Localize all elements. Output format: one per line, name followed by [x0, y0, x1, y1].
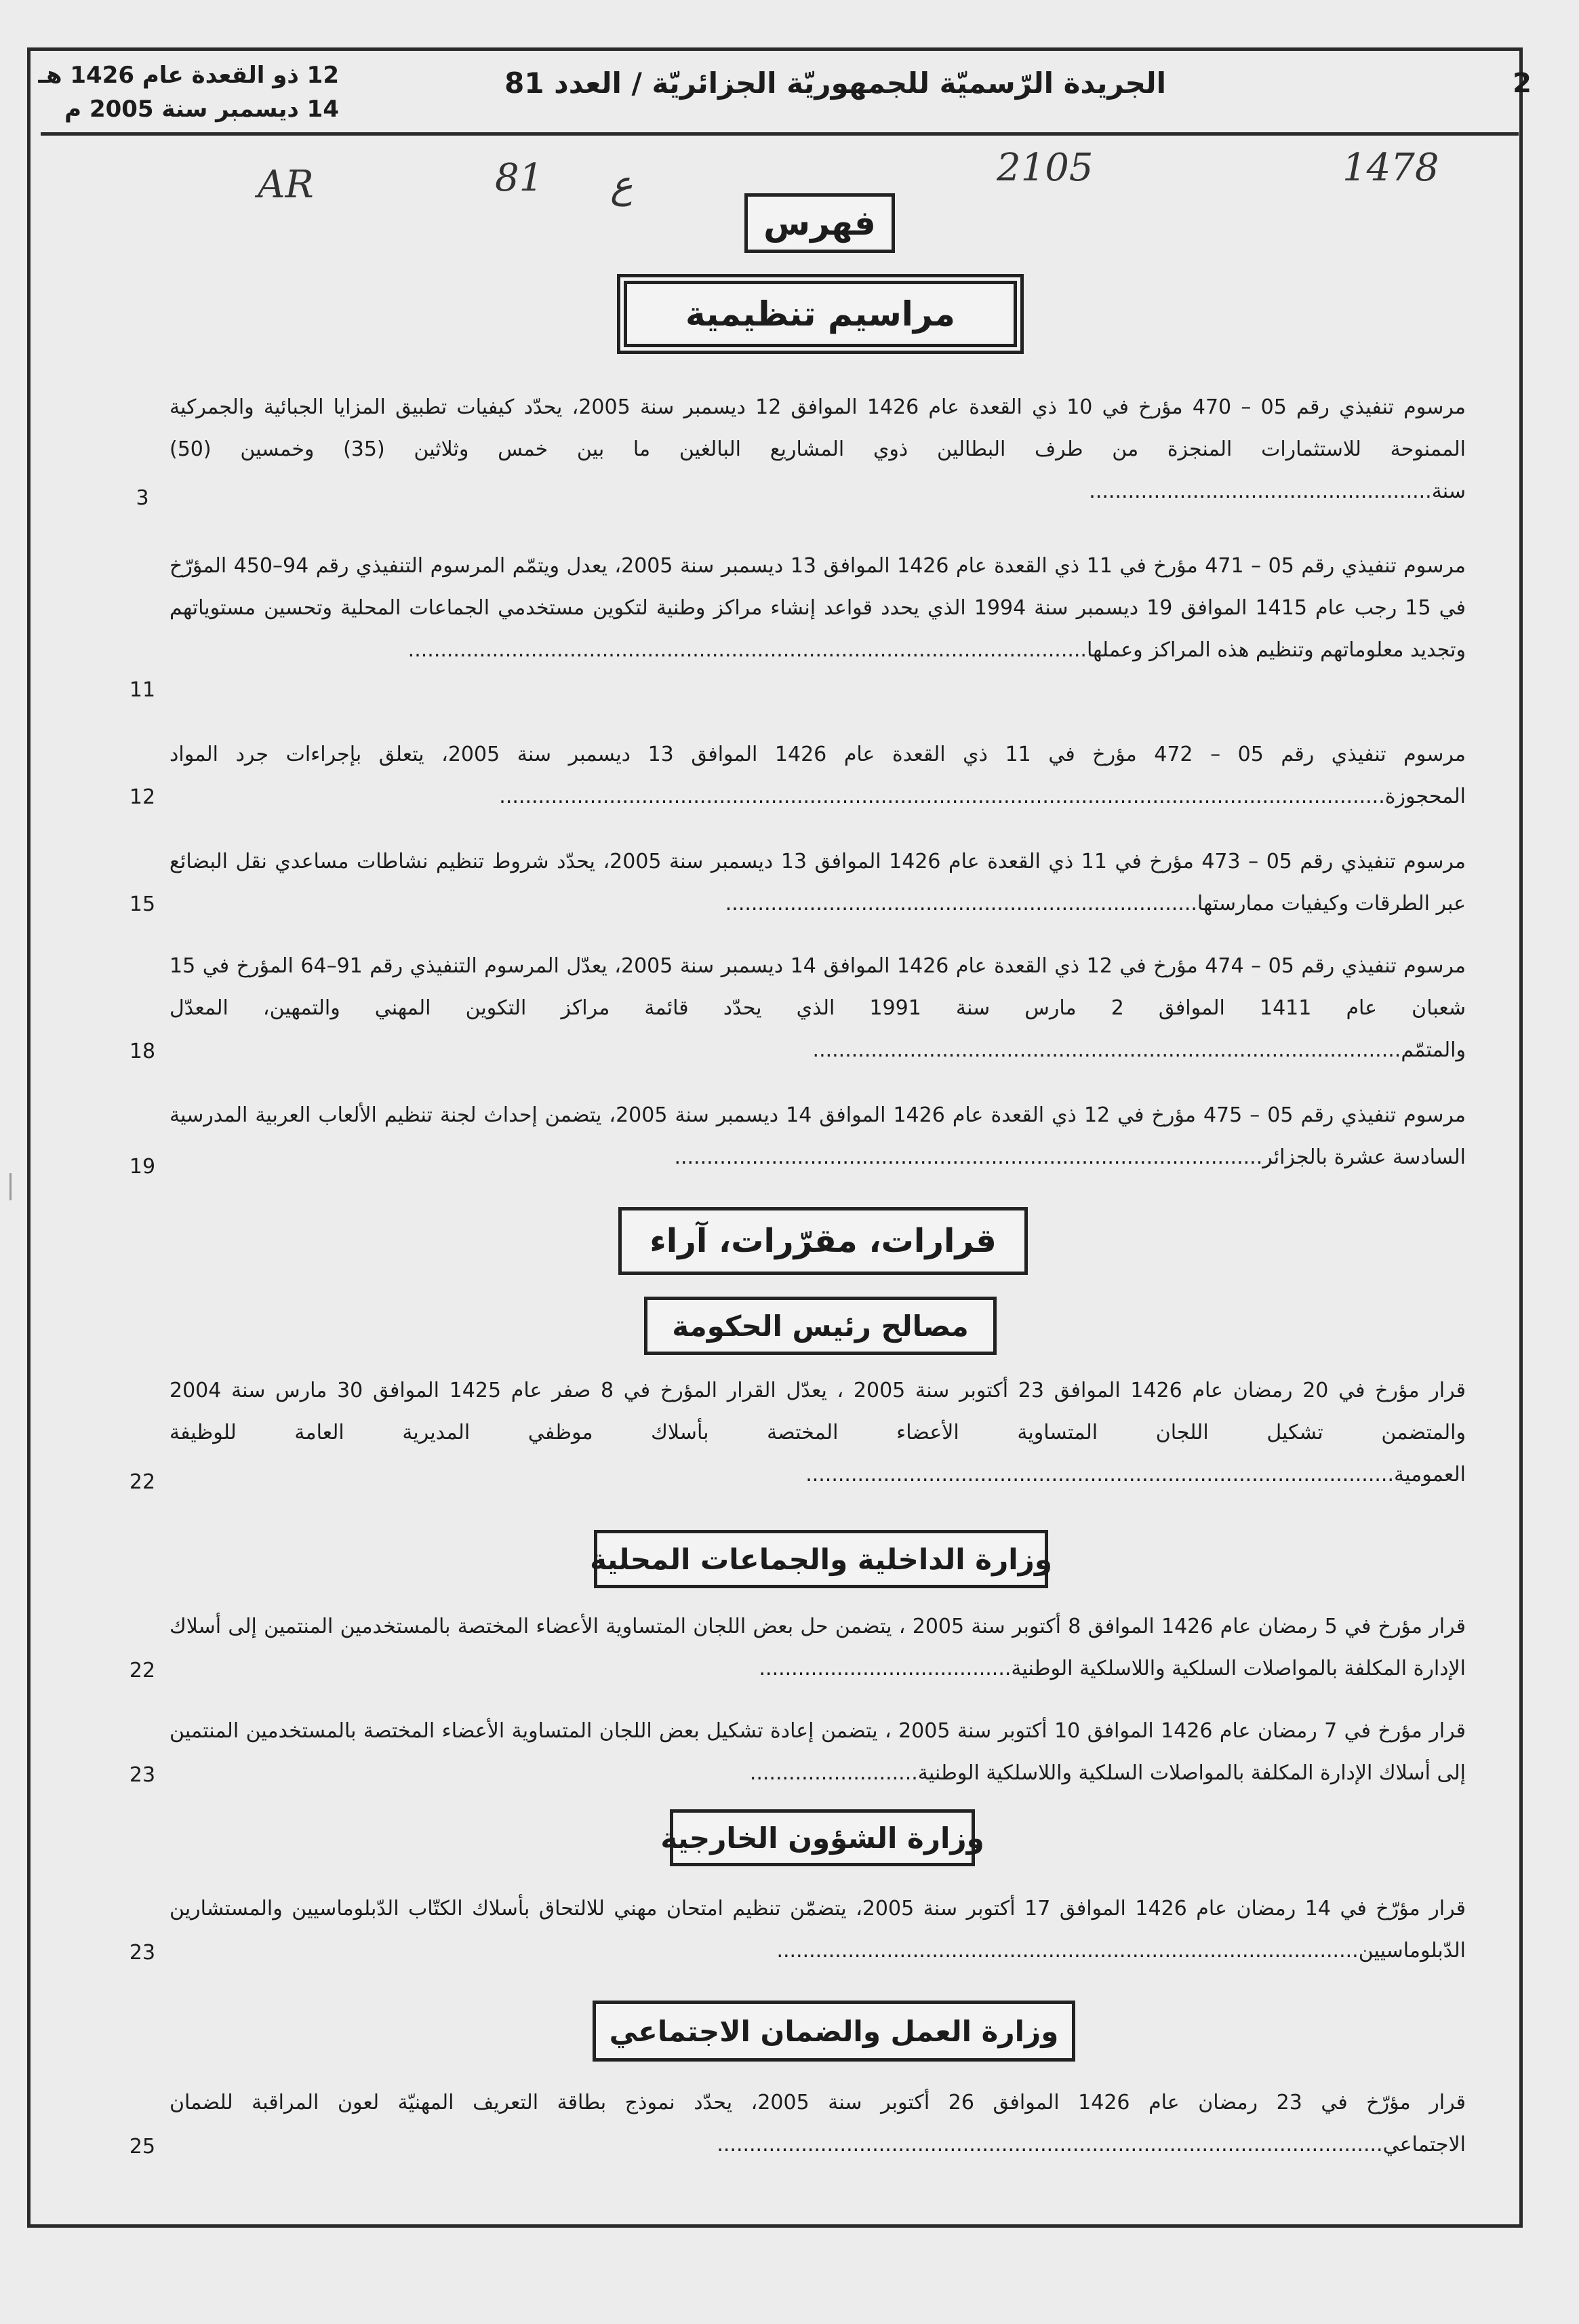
decree-page-470: 3: [136, 486, 149, 510]
handwritten-note-2105: 2105: [997, 146, 1094, 190]
decree-entry-474: مرسوم تنفيذي رقم 05 – 474 مؤرخ في 12 ذي القعدة عام 1426 الموافق 14 ديسمبر سنة 2005، يعدّل المرسوم التنفيذي رقم 91–64 المؤرخ في 15 شعبان عام 1411 الموافق 2 مارس سنة 1991 الذي يحدّد قائمة مراكز التكوين المهني والتمهين، المعدّل والمتمّم...........................................................................................: [169, 954, 1466, 1062]
date-gregorian: 14 ديسمبر سنة 2005 م: [64, 96, 339, 123]
decree-page-472: 12: [129, 785, 156, 809]
handwritten-note-ain: ع: [610, 163, 633, 207]
decisions-heading: قرارات، مقرّرات، آراء: [618, 1207, 1028, 1275]
handwritten-note-81: 81: [495, 156, 544, 200]
interior-decision-entry-2: قرار مؤرخ في 7 رمضان عام 1426 الموافق 10 أكتوبر سنة 2005 ، يتضمن إعادة تشكيل بعض اللجان المتساوية الأعضاء المختصة بالمستخدمين المنتمين إلى أسلاك الإدارة المكلفة بالمواصلات السلكية واللاسلكية الوطنية..........................: [169, 1719, 1466, 1785]
scan-edge-mark: [0, 1173, 12, 1200]
decree-page-473: 15: [129, 892, 156, 916]
foreign-decision-entry: قرار مؤرّخ في 14 رمضان عام 1426 الموافق 17 أكتوبر سنة 2005، يتضمّن تنظيم امتحان مهني للالتحاق بأسلاك الكتّاب الدّبلوماسيين والمستشارين الدّبلوماسيين..........................................................................................: [169, 1897, 1466, 1963]
labour-decision-page: 25: [129, 2135, 156, 2159]
interior-heading: وزارة الداخلية والجماعات المحلية: [594, 1530, 1048, 1588]
gazette-title: الجريدة الرّسميّة للجمهوريّة الجزائريّة / العدد 81: [504, 66, 1166, 100]
decree-entry-472: مرسوم تنفيذي رقم 05 – 472 مؤرخ في 11 ذي القعدة عام 1426 الموافق 13 ديسمبر سنة 2005، يتعلق بإجراءات جرد المواد المحجوزة.........................................................................................................................................: [169, 743, 1466, 808]
interior-decision-entry-1: قرار مؤرخ في 5 رمضان عام 1426 الموافق 8 أكتوبر سنة 2005 ، يتضمن حل بعض اللجان المتساوية الأعضاء المختصة بالمستخدمين المنتمين إلى أسلاك الإدارة المكلفة بالمواصلات السلكية واللاسلكية الوطنية.......................................: [169, 1615, 1466, 1680]
labour-heading: وزارة العمل والضمان الاجتماعي: [593, 2001, 1075, 2062]
date-hijri: 12 ذو القعدة عام 1426 هـ: [38, 62, 339, 89]
decree-page-471: 11: [129, 678, 156, 702]
interior-decision-page-2: 23: [129, 1763, 156, 1787]
decree-page-475: 19: [129, 1155, 156, 1179]
decree-entry-470: مرسوم تنفيذي رقم 05 – 470 مؤرخ في 10 ذي القعدة عام 1426 الموافق 12 ديسمبر سنة 2005، يحدّد كيفيات تطبيق المزايا الجبائية والجمركية الممنوحة للاستثمارات المنجزة من طرف البطالين ذوي المشاريع البالغين ما بين خمس وثلاثين (35) وخمسين (50) سنة.....................................................: [169, 395, 1466, 503]
gov-decision-entry: قرار مؤرخ في 20 رمضان عام 1426 الموافق 23 أكتوبر سنة 2005 ، يعدّل القرار المؤرخ في 8 صفر عام 1425 الموافق 30 مارس سنة 2004 والمتضمن تشكيل اللجان المتساوية الأعضاء المختصة بأسلاك موظفي المديرية العامة للوظيفة العمومية...........................................................................................: [169, 1379, 1466, 1486]
decree-page-474: 18: [129, 1040, 156, 1063]
decree-entry-475: مرسوم تنفيذي رقم 05 – 475 مؤرخ في 12 ذي القعدة عام 1426 الموافق 14 ديسمبر سنة 2005، يتضمن إحداث لجنة تنظيم الألعاب العربية المدرسية السادسة عشرة بالجزائر...........................................................................................: [169, 1103, 1466, 1169]
issue-date: [38, 58, 339, 126]
foreign-decision-page: 23: [129, 1941, 156, 1965]
executive-decrees-heading: مراسيم تنظيمية: [624, 281, 1017, 347]
handwritten-note-1478: 1478: [1342, 146, 1439, 190]
interior-decision-page-1: 22: [129, 1659, 156, 1682]
handwritten-note-ar: AR: [258, 163, 314, 207]
header-rule: [41, 132, 1519, 136]
index-heading: فهرس: [744, 193, 895, 253]
gov-head-heading: مصالح رئيس الحكومة: [644, 1297, 997, 1355]
page-number: 2: [1513, 68, 1532, 99]
decree-entry-473: مرسوم تنفيذي رقم 05 – 473 مؤرخ في 11 ذي القعدة عام 1426 الموافق 13 ديسمبر سنة 2005، يحدّد شروط تنظيم نشاطات مساعدي نقل البضائع عبر الطرقات وكيفيات ممارستها.........................................................................: [169, 850, 1466, 915]
labour-decision-entry: قرار مؤرّخ في 23 رمضان عام 1426 الموافق 26 أكتوبر سنة 2005، يحدّد نموذج بطاقة التعريف المهنيّة لعون المراقبة للضمان الاجتماعي.......................................................................................................: [169, 2091, 1466, 2156]
foreign-affairs-heading: وزارة الشؤون الخارجية: [670, 1809, 975, 1866]
decree-entry-471: مرسوم تنفيذي رقم 05 – 471 مؤرخ في 11 ذي القعدة عام 1426 الموافق 13 ديسمبر سنة 2005، يعدل ويتمّم المرسوم التنفيذي رقم 94–450 المؤرّخ في 15 رجب عام 1415 الموافق 19 ديسمبر سنة 1994 الذي يحدد قواعد إنشاء مراكز وطنية لتكوين مستخدمي الجماعات المحلية وتحسين مستوياتهم وتجديد معلوماتهم وتنظيم هذه المراكز وعملها.........................................................................................................: [169, 554, 1466, 662]
gov-decision-page: 22: [129, 1470, 156, 1494]
